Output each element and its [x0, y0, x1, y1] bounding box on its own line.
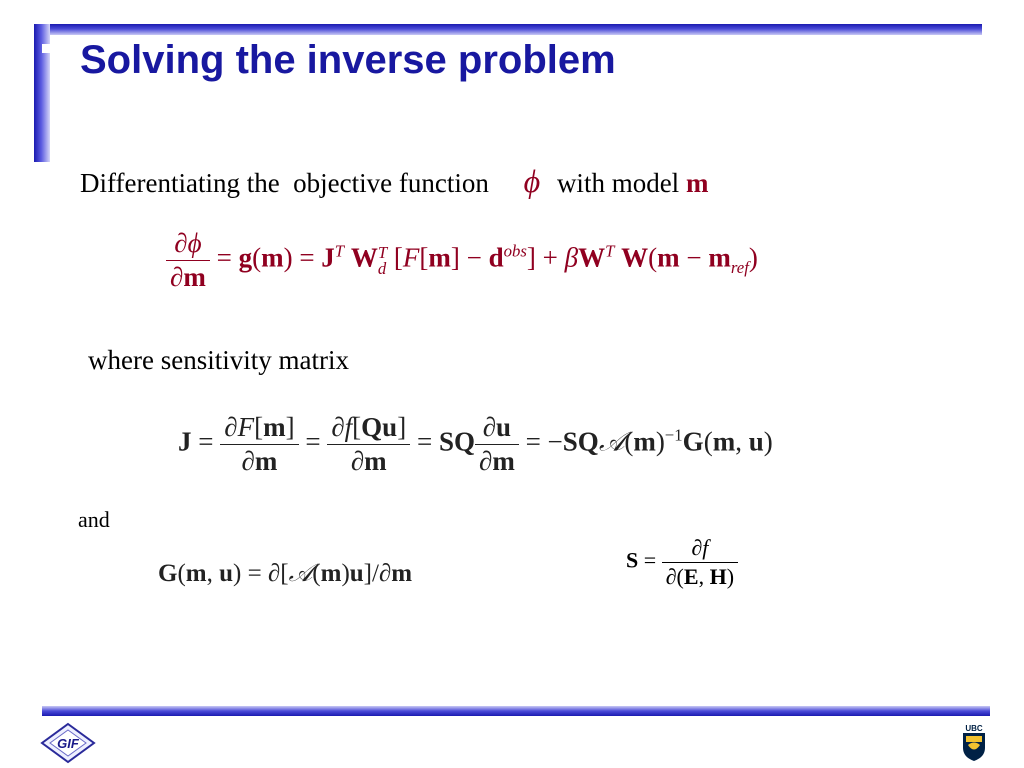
- ubc-logo: [960, 722, 988, 762]
- with-model-text: with model: [556, 168, 680, 198]
- gradient-equation: $\frac{\partial\phi}{\partial m}$ = $g(m) = J^T$ WT d $[F[m] - d^{obs}] + \beta W^T$ $W(m - m_{ref})$: [166, 228, 758, 293]
- intro-text: Differentiating the objective function: [80, 168, 489, 198]
- slide-title: Solving the inverse problem: [80, 38, 616, 82]
- sensitivity-equation: J = $\frac{\partial F[m]}{\partial m}$ = $\frac{\partial f[Qu]}{\partial m}$ = SQ $\frac{\partial u}{\partial m}$ = $-SQ𝒜(m)^{-1}G(m$, u): [178, 412, 773, 476]
- ubc-logo-text: UBC: [965, 724, 983, 733]
- gif-logo: [40, 722, 96, 764]
- intro-line: [80, 163, 708, 200]
- header-bar-top: [36, 24, 982, 35]
- model-symbol: m: [685, 168, 709, 198]
- s-equation: S = $\frac{\partial f}{\partial(E, H)}$: [626, 535, 738, 590]
- header-bar-corner: [42, 44, 51, 53]
- gif-logo-text: GIF: [57, 736, 79, 751]
- where-line: where sensitivity matrix: [88, 345, 349, 375]
- phi-symbol: ϕ: [523, 163, 541, 199]
- and-text: and: [78, 507, 110, 532]
- g-equation: G(m, u) = ∂[𝒜(m)u]/∂m: [158, 560, 413, 587]
- footer-bar: [42, 706, 990, 716]
